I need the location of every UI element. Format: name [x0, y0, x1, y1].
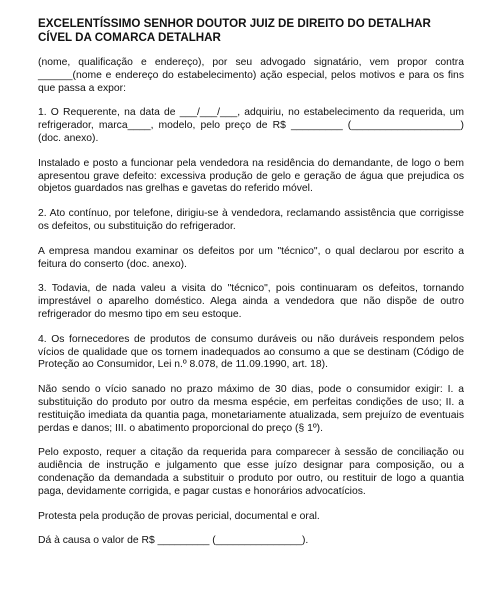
document-title: EXCELENTÍSSIMO SENHOR DOUTOR JUIZ DE DIREITO DO DETALHAR CÍVEL DA COMARCA DETALHAR — [38, 17, 431, 44]
paragraph-defect: Instalado e posto a funcionar pela vendedora na residência do demandante, de logo o bem apresentou grave defeito: excessiva produção de gelo e geração de água que prejudica os objetos guardados nas grelhas e gavetas do referido móvel. — [38, 157, 464, 195]
paragraph-purchase: 1. O Requerente, na data de ___/___/___, adquiriu, no estabelecimento da requerida, um refrigerador, marca____, modelo, pelo preço de R$ _________ (___________________) (doc. anexo). — [38, 107, 464, 144]
paragraph-supplier-liability: 4. Os fornecedores de produtos de consumo duráveis ou não duráveis respondem pelos vícios de qualidade que os tornem inadequados ao consumo a que se destinam (Código de Proteção ao Consumidor, Lei n.º 8.078, de 11.09.1990, art. 18). — [38, 333, 464, 371]
paragraph-contact: 2. Ato contínuo, por telefone, dirigiu-se à vendedora, reclamando assistência que corrigisse os defeitos, ou substituição do refrigerador. — [38, 208, 464, 232]
paragraph-persisting-defects: 3. Todavia, de nada valeu a visita do "técnico", pois continuaram os defeitos, tornando imprestável o aparelho doméstico. Alega ainda a vendedora que não dispõe de outro refrigerador do mesmo tipo em seu estoque. — [38, 283, 464, 320]
paragraph-request: Pelo exposto, requer a citação da requerida para comparecer à sessão de conciliação ou audiência de instrução e julgamento que esse juízo designar para composição, ou a condenação da demandada a substituir o produto por outro, ou restituir de logo a quantia paga, devidamente corrigida, e pagar custas e honorários advocatícios. — [38, 447, 464, 497]
paragraph-technician: A empresa mandou examinar os defeitos por um "técnico", o qual declarou por escrito a feitura do conserto (doc. anexo). — [38, 245, 464, 270]
paragraph-intro: (nome, qualificação e endereço), por seu advogado signatário, vem propor contra ______(nome e endereço do estabelecimento) ação especial, pelos motivos e para os fins que passa a expor: — [38, 57, 464, 94]
paragraph-claim-value: Dá à causa o valor de R$ _________ (_______________). — [38, 535, 309, 547]
paragraph-evidence: Protesta pela produção de provas pericial, documental e oral. — [38, 510, 320, 522]
paragraph-consumer-rights: Não sendo o vício sanado no prazo máximo de 30 dias, pode o consumidor exigir: I. a substituição do produto por outro da mesma espécie, em perfeitas condições de uso; II. a restituição imediata da quantia paga, monetariamente atualizada, sem prejuízo de eventuais perdas e danos; III. o abatimento proporcional do preço (§ 1º). — [38, 384, 464, 434]
